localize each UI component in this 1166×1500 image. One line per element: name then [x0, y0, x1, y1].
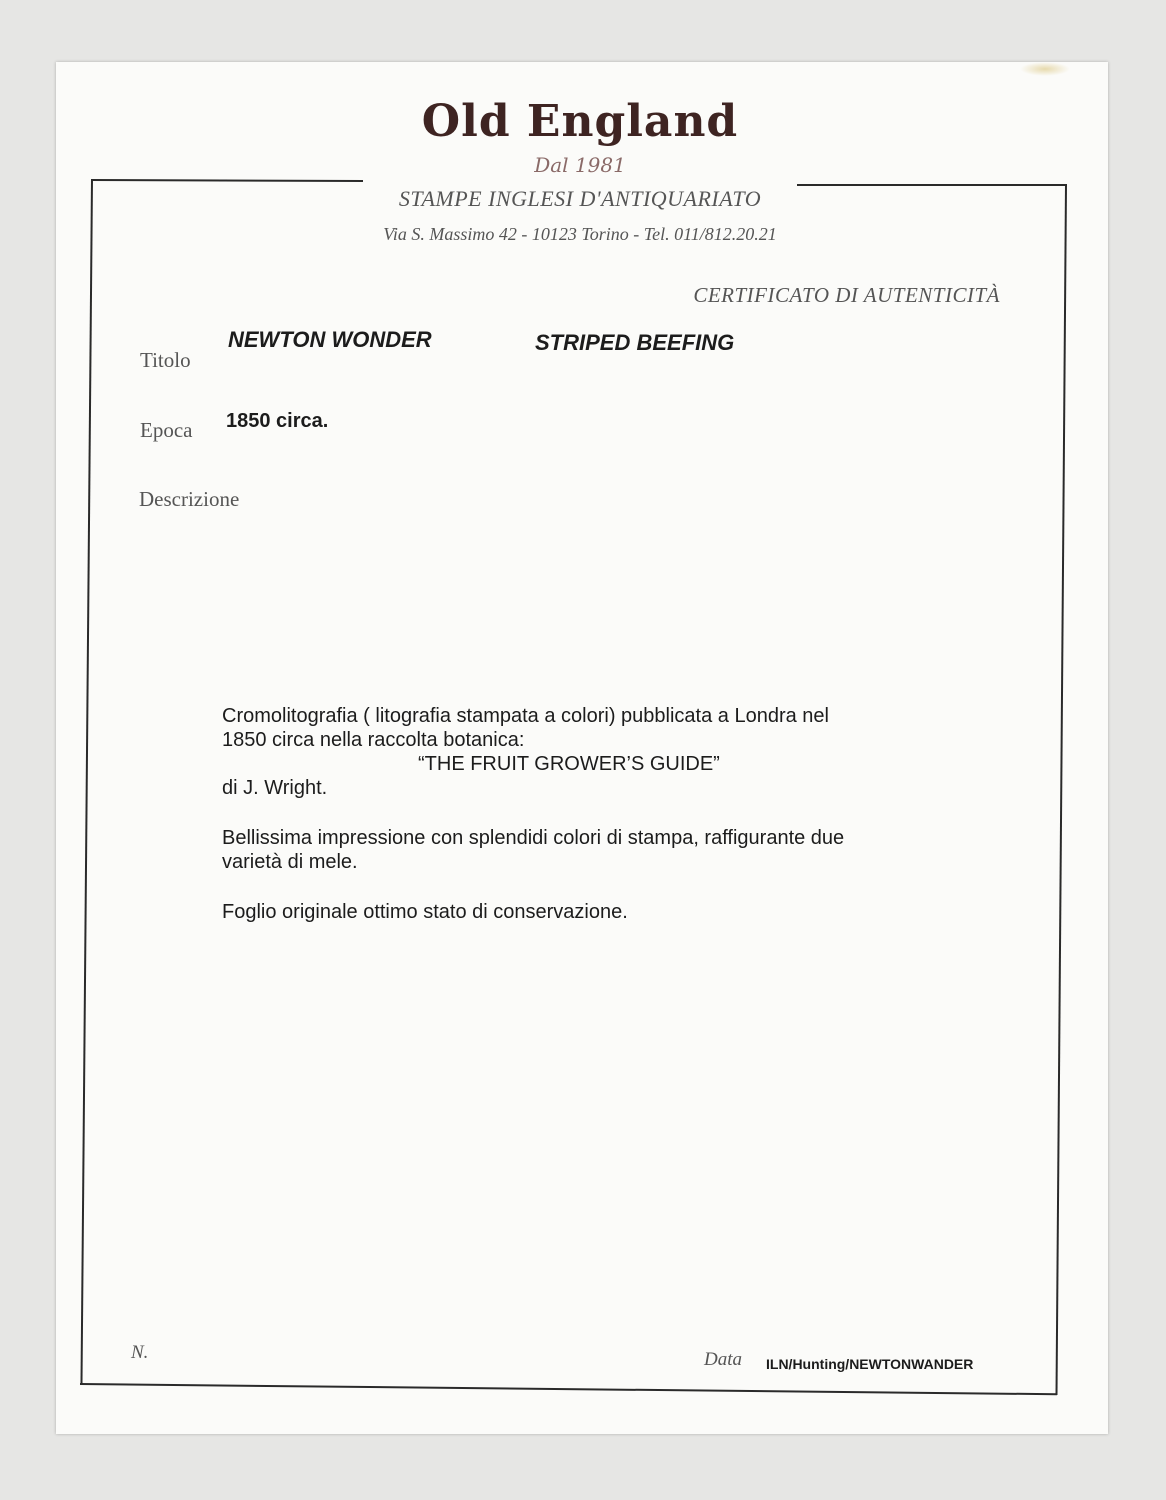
brand-logo: Old England	[421, 96, 739, 147]
epoca-label: Epoca	[140, 418, 193, 442]
date-label: Data	[704, 1349, 742, 1370]
description-line: Bellissima impressione con splendidi colori di stampa, raffigurante due	[222, 827, 845, 849]
date-value: ILN/Hunting/NEWTONWANDER	[766, 1356, 974, 1372]
description-book-title: “THE FRUIT GROWER’S GUIDE”	[418, 753, 720, 775]
brand-subtitle: STAMPE INGLESI D'ANTIQUARIATO	[398, 186, 762, 211]
paragraph-gap	[222, 800, 982, 826]
paper-stain	[1020, 62, 1070, 76]
epoca-value: 1850 circa.	[226, 410, 329, 432]
description-line: Cromolitografia ( litografia stampata a colori) pubblicata a Londra nel	[222, 705, 829, 727]
titolo-value-1: NEWTON WONDER	[228, 327, 432, 352]
descrizione-label: Descrizione	[139, 487, 240, 511]
number-label: N.	[131, 1342, 149, 1363]
brand-address: Via S. Massimo 42 - 10123 Torino - Tel. 011/812.20.21	[383, 224, 777, 244]
description-line: Foglio originale ottimo stato di conservazione.	[222, 901, 628, 923]
brand-since: Dal 1981	[534, 153, 626, 177]
description-line: varietà di mele.	[222, 851, 358, 873]
description-line: 1850 circa nella raccolta botanica:	[222, 729, 525, 751]
certificate-title: CERTIFICATO DI AUTENTICITÀ	[693, 283, 1000, 307]
titolo-label: Titolo	[140, 348, 191, 372]
titolo-value-2: STRIPED BEEFING	[535, 330, 735, 355]
paragraph-gap	[222, 874, 982, 900]
description-author: di J. Wright.	[222, 777, 328, 799]
description-body	[222, 704, 982, 924]
